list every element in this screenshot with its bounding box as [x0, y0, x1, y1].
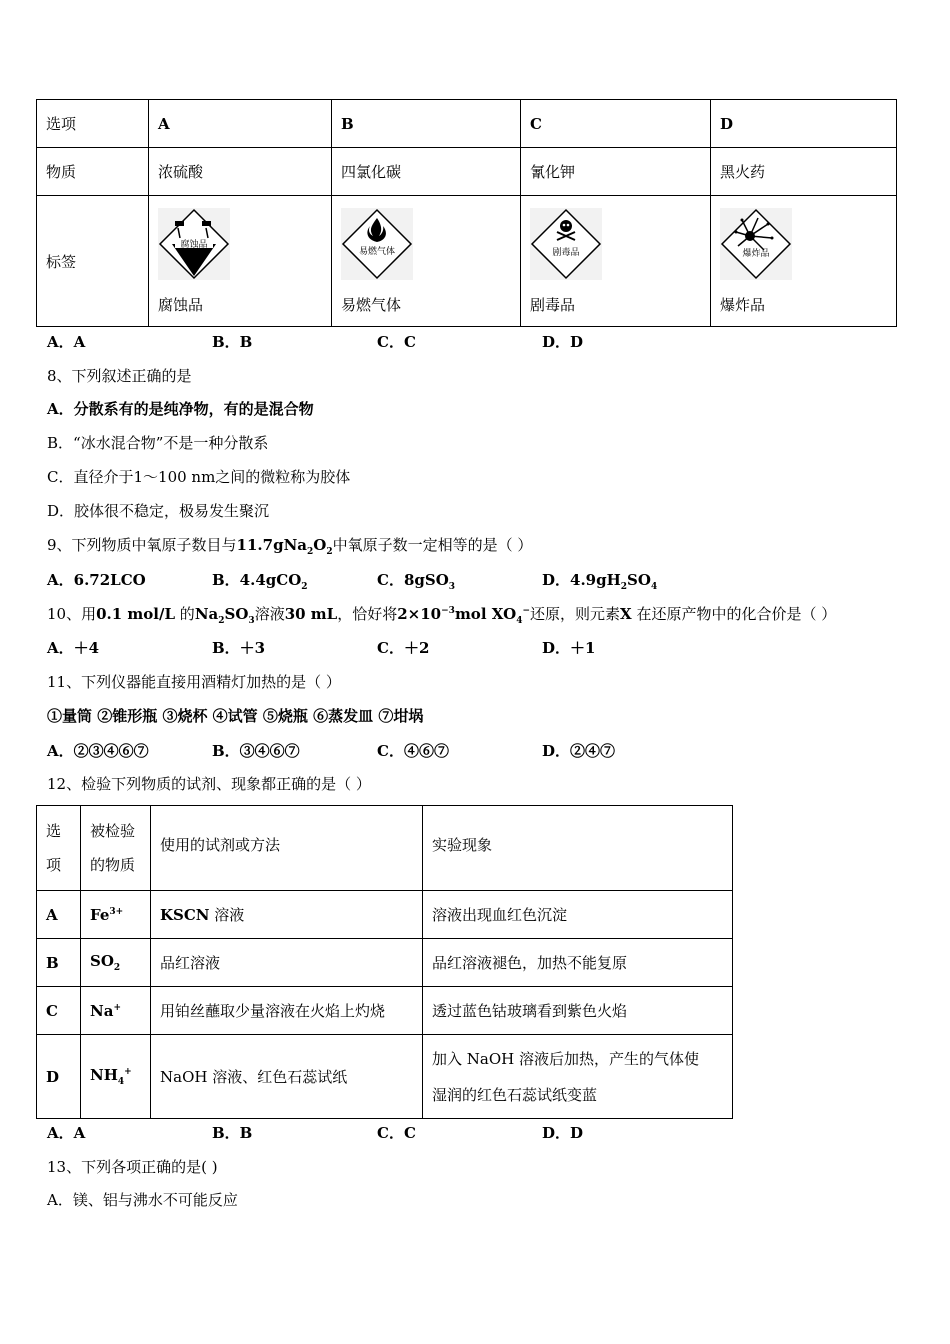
q11-option-c: C．④⑥⑦ [377, 742, 449, 760]
substance-a: 浓硫酸 [149, 148, 332, 196]
q12-row-d-option: D [37, 1035, 81, 1119]
q9-option-c: C．8gSO$_3$ [377, 571, 456, 592]
q12-row-c-reagent: 用铂丝蘸取少量溶液在火焰上灼烧 [151, 987, 423, 1035]
q11-option-b: B．③④⑥⑦ [212, 742, 300, 760]
header-b: B [332, 100, 521, 148]
q8-option-b: B．“冰水混合物”不是一种分散系 [47, 434, 269, 452]
q8-option-a: A．分散系有的是纯净物，有的是混合物 [47, 400, 314, 418]
q12-option-c: C．C [377, 1124, 416, 1142]
q7-option-b: B．B [212, 333, 253, 351]
substance-label: 物质 [37, 148, 149, 196]
q10-option-d: D．＋1 [542, 639, 596, 657]
q13-stem: 13、下列各项正确的是( ) [47, 1158, 218, 1176]
header-a: A [149, 100, 332, 148]
explosive-hazard-icon [720, 208, 792, 280]
q9-option-b: B．4.4gCO$_2$ [212, 571, 308, 592]
q12-row-d-phenomenon: 加入 NaOH 溶液后加热，产生的气体使 湿润的红色石蕊试纸变蓝 [423, 1035, 733, 1119]
tag-caption-b: 易燃气体 [341, 295, 402, 314]
q12-row-c-option: C [37, 987, 81, 1035]
q10-option-c: C．＋2 [377, 639, 430, 657]
tag-caption-c: 剧毒品 [530, 295, 576, 314]
flammable-gas-hazard-icon [341, 208, 413, 280]
substance-d: 黑火药 [711, 148, 897, 196]
q12-row-b-option: B [37, 939, 81, 987]
q12-row-b-substance: $SO_2$ [81, 939, 151, 987]
q12-option-b: B．B [212, 1124, 253, 1142]
q12-header-substance: 被检验 的物质 [81, 806, 151, 891]
corrosive-hazard-icon [158, 208, 230, 280]
svg-text:易燃气体: 易燃气体 [358, 246, 396, 257]
q7-option-d: D．D [542, 333, 584, 351]
q12-row-a-phenomenon: 溶液出现血红色沉淀 [423, 891, 733, 939]
q9-option-a: A．6.72LCO [47, 571, 146, 589]
q10-stem: 10、用0.1 mol/L 的$Na_2SO_3$溶液30 mL，恰好将$2\times 10^{-3}mol$ $XO_4^-$还原，则元素X 在还原产物中的化合价是（ ） [47, 605, 837, 626]
q12-row-d-substance: $NH_4^+$ [81, 1035, 151, 1119]
q11-option-a: A．②③④⑥⑦ [47, 742, 149, 760]
q13-option-a: A．镁、铝与沸水不可能反应 [47, 1191, 238, 1209]
q11-items: ①量筒 ②锥形瓶 ③烧杯 ④试管 ⑤烧瓶 ⑥蒸发皿 ⑦坩埚 [47, 707, 424, 725]
q7-option-a: A．A [47, 333, 86, 351]
q12-row-a-option: A [37, 891, 81, 939]
svg-text:爆炸品: 爆炸品 [742, 248, 770, 259]
q12-option-d: D．D [542, 1124, 584, 1142]
svg-text:剧毒品: 剧毒品 [552, 247, 580, 258]
q11-stem: 11、下列仪器能直接用酒精灯加热的是（ ） [47, 673, 341, 691]
q8-option-d: D．胶体很不稳定，极易发生聚沉 [47, 502, 270, 520]
q12-row-c-substance: Na+ [81, 987, 151, 1035]
q7-option-c: C．C [377, 333, 416, 351]
q12-row-d-reagent: NaOH 溶液、红色石蕊试纸 [151, 1035, 423, 1119]
q9-stem: 9、下列物质中氧原子数目与$11.7gNa_2O_2$中氧原子数一定相等的是（ ） [47, 536, 533, 557]
header-c: C [521, 100, 711, 148]
q12-stem: 12、检验下列物质的试剂、现象都正确的是（ ） [47, 775, 371, 793]
q12-row-b-reagent: 品红溶液 [151, 939, 423, 987]
header-option: 选项 [37, 100, 149, 148]
q10-option-b: B．＋3 [212, 639, 266, 657]
q12-option-a: A．A [47, 1124, 86, 1142]
tag-cell-c [521, 196, 711, 327]
tag-caption-a: 腐蚀品 [158, 295, 204, 314]
svg-text:腐蚀品: 腐蚀品 [180, 239, 208, 250]
tag-label: 标签 [37, 196, 149, 327]
q12-header-option: 选 项 [37, 806, 81, 891]
tag-caption-d: 爆炸品 [720, 295, 766, 314]
q8-option-c: C．直径介于1～100 nm之间的微粒称为胶体 [47, 468, 351, 486]
substance-b: 四氯化碳 [332, 148, 521, 196]
tag-cell-a [149, 196, 332, 327]
q12-header-phenomenon: 实验现象 [423, 806, 733, 891]
q12-header-reagent: 使用的试剂或方法 [151, 806, 423, 891]
q12-row-a-reagent: KSCN 溶液 [151, 891, 423, 939]
tag-cell-d [711, 196, 897, 327]
q11-option-d: D．②④⑦ [542, 742, 616, 760]
substance-c: 氰化钾 [521, 148, 711, 196]
reagent-test-table [36, 805, 733, 1119]
q10-option-a: A．＋4 [47, 639, 100, 657]
tag-cell-b [332, 196, 521, 327]
toxic-hazard-icon [530, 208, 602, 280]
q9-option-d: D．$4.9gH_2SO_4$ [542, 571, 658, 592]
q8-stem: 8、下列叙述正确的是 [47, 367, 192, 385]
q12-row-b-phenomenon: 品红溶液褪色，加热不能复原 [423, 939, 733, 987]
q12-row-c-phenomenon: 透过蓝色钴玻璃看到紫色火焰 [423, 987, 733, 1035]
q12-row-a-substance: $Fe^{3+}$ [81, 891, 151, 939]
hazard-label-table [36, 99, 897, 327]
header-d: D [711, 100, 897, 148]
